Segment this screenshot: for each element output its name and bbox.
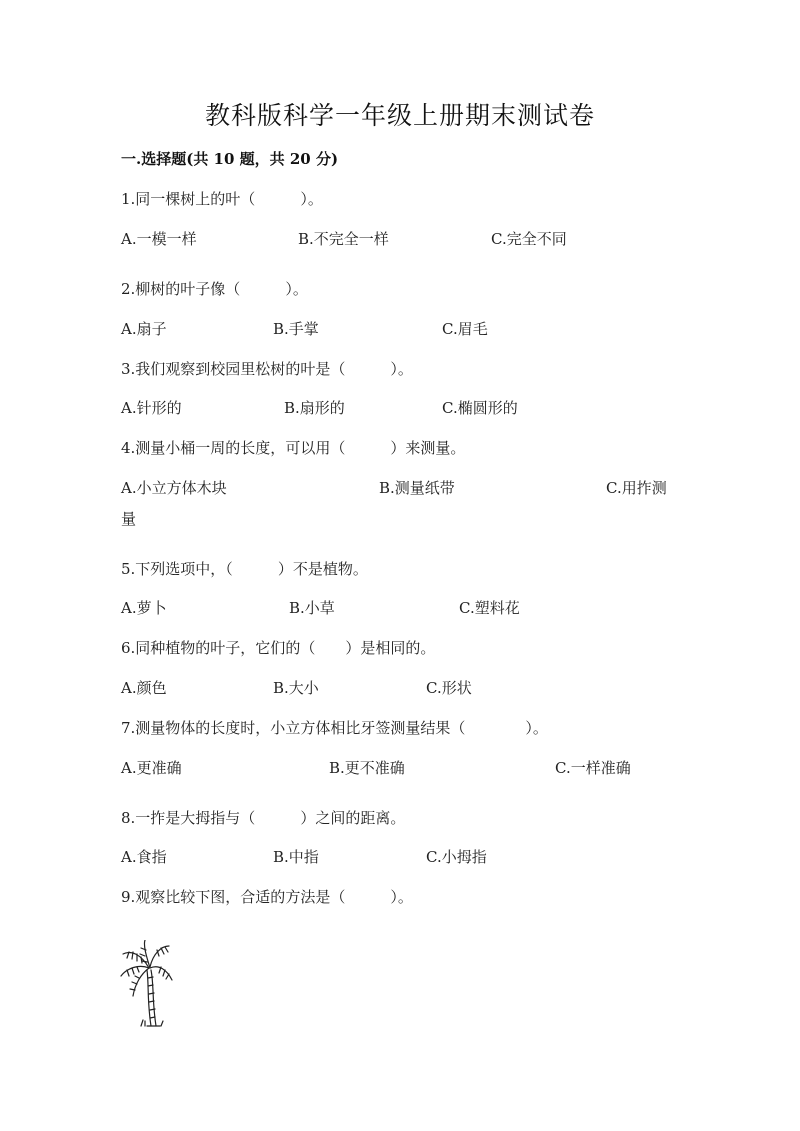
q6-option-b: B.大小 xyxy=(273,679,319,697)
q4-option-b: B.测量纸带 xyxy=(379,479,455,497)
question-4: 4.测量小桶一周的长度，可以用（ ）来测量。 xyxy=(121,439,466,457)
question-3: 3.我们观察到校园里松树的叶是（ ）。 xyxy=(121,360,413,378)
q3-option-c: C.椭圆形的 xyxy=(442,399,518,417)
q2-option-c: C.眉毛 xyxy=(442,320,488,338)
palm-tree-icon xyxy=(117,940,175,1028)
question-5: 5.下列选项中，（ ）不是植物。 xyxy=(121,560,368,578)
q5-option-b: B.小草 xyxy=(289,599,335,617)
q4-option-a: A.小立方体木块 xyxy=(121,479,227,497)
section-heading: 一.选择题(共 10 题，共 20 分) xyxy=(121,150,339,168)
q1-option-b: B.不完全一样 xyxy=(298,230,389,248)
question-1: 1.同一棵树上的叶（ ）。 xyxy=(121,190,323,208)
q6-option-c: C.形状 xyxy=(426,679,472,697)
q7-option-a: A.更准确 xyxy=(121,759,182,777)
question-7: 7.测量物体的长度时，小立方体相比牙签测量结果（ ）。 xyxy=(121,719,548,737)
q3-option-b: B.扇形的 xyxy=(284,399,345,417)
q6-option-a: A.颜色 xyxy=(121,679,167,697)
page-title: 教科版科学一年级上册期末测试卷 xyxy=(204,101,595,130)
q3-option-a: A.针形的 xyxy=(121,399,182,417)
q7-option-b: B.更不准确 xyxy=(329,759,405,777)
q4-option-c-wrap: 量 xyxy=(121,510,137,528)
question-9: 9.观察比较下图，合适的方法是（ ）。 xyxy=(121,888,413,906)
q8-option-b: B.中指 xyxy=(273,848,319,866)
q8-option-a: A.食指 xyxy=(121,848,167,866)
q2-option-b: B.手掌 xyxy=(273,320,319,338)
question-8: 8.一拃是大拇指与（ ）之间的距离。 xyxy=(121,809,406,827)
q4-option-c: C.用拃测 xyxy=(606,479,667,497)
q7-option-c: C.一样准确 xyxy=(555,759,631,777)
q5-option-a: A.萝卜 xyxy=(121,599,167,617)
question-2: 2.柳树的叶子像（ ）。 xyxy=(121,280,308,298)
q5-option-c: C.塑料花 xyxy=(459,599,520,617)
question-6: 6.同种植物的叶子，它们的（ ）是相同的。 xyxy=(121,639,436,657)
q1-option-c: C.完全不同 xyxy=(491,230,567,248)
q2-option-a: A.扇子 xyxy=(121,320,167,338)
q8-option-c: C.小拇指 xyxy=(426,848,487,866)
q1-option-a: A.一模一样 xyxy=(121,230,197,248)
